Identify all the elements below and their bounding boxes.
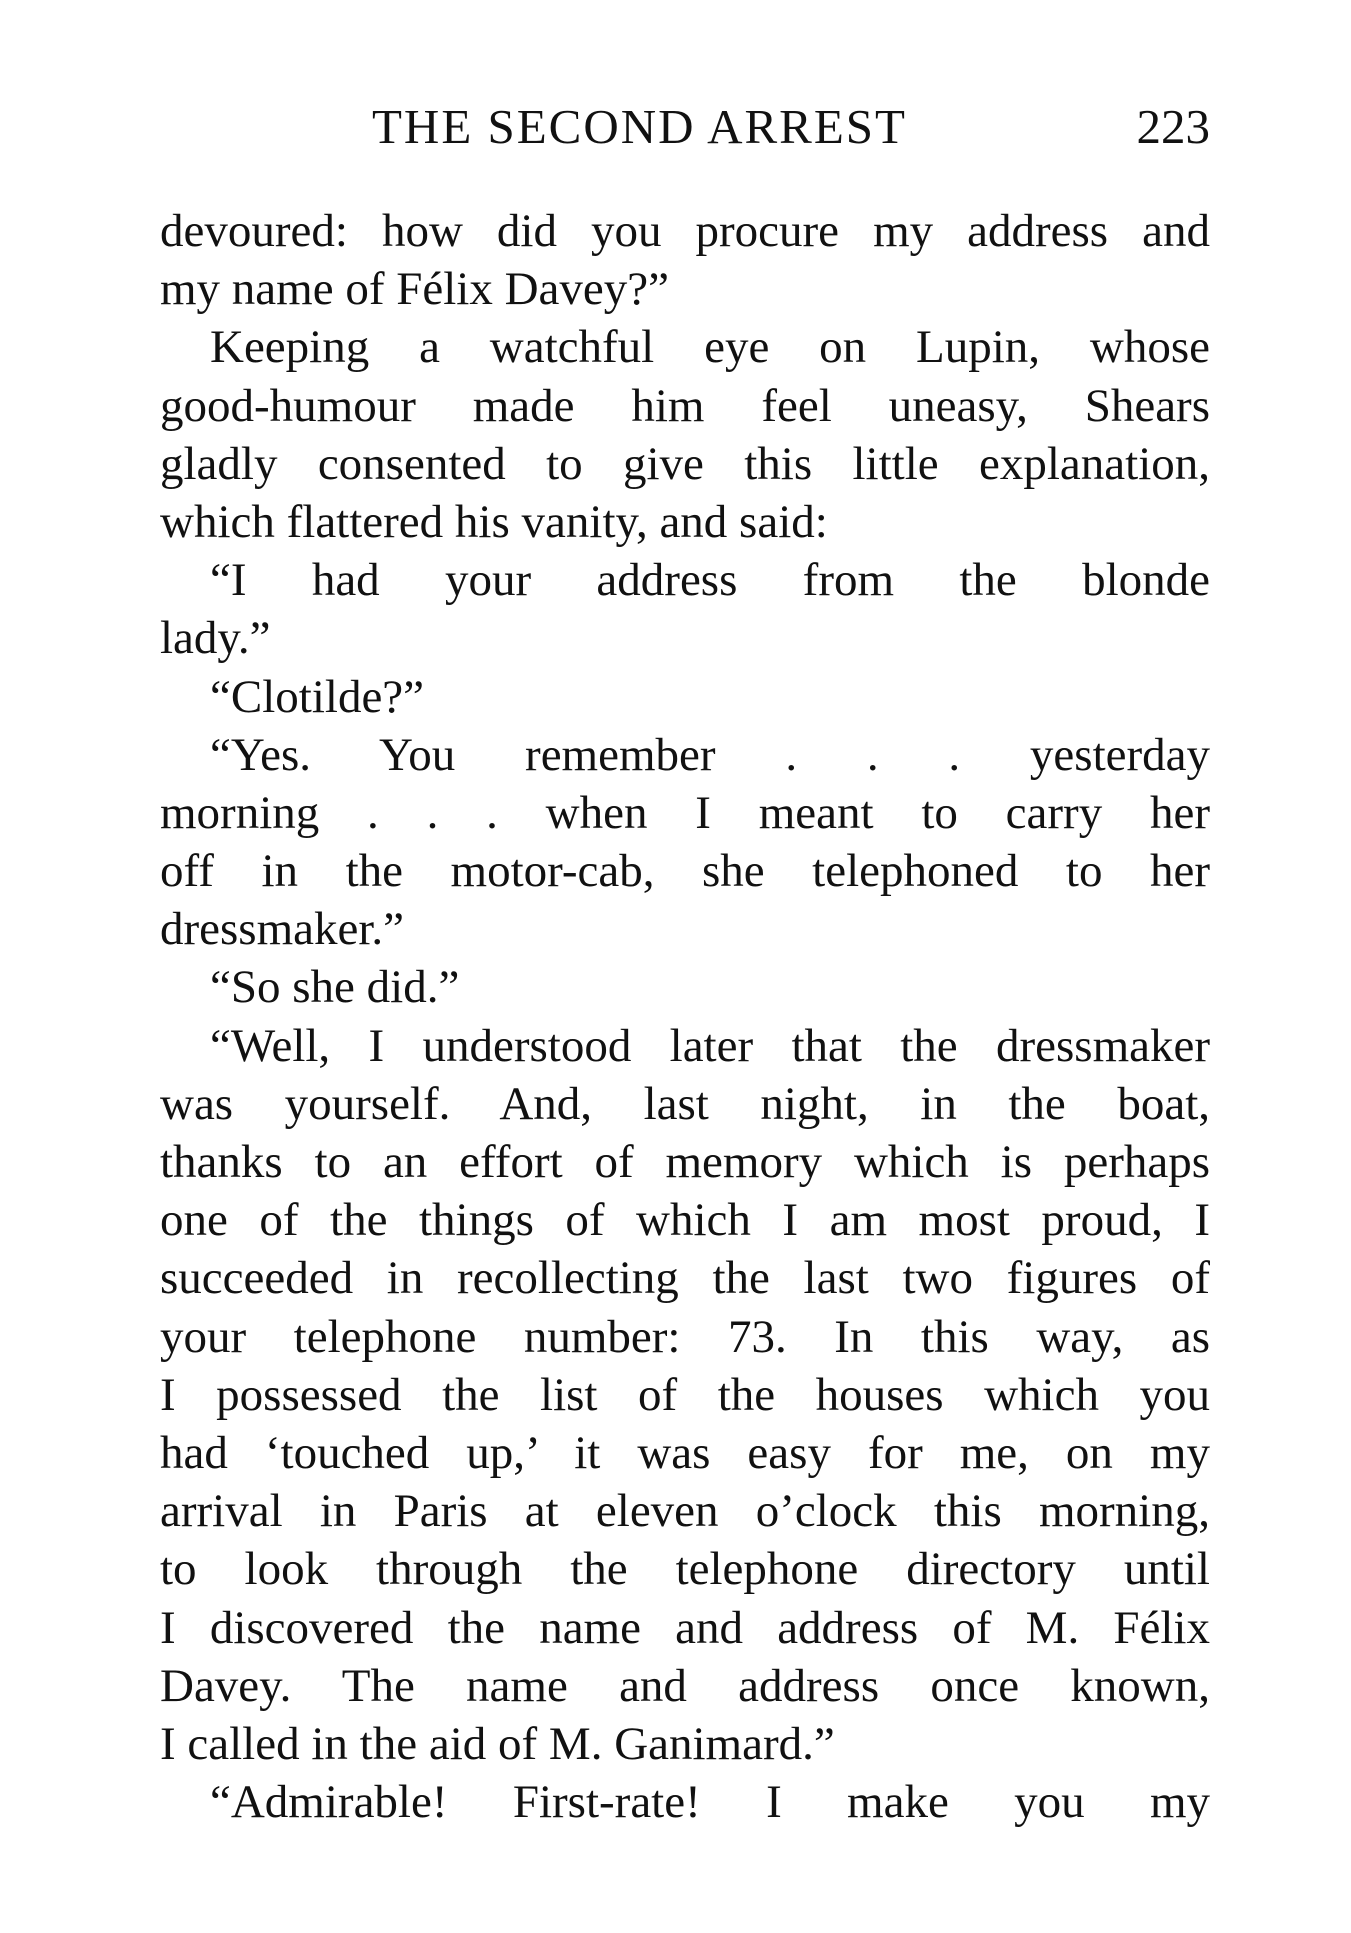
text-line: was yourself. And, last night, in the boat, [160, 1077, 1210, 1130]
text-line: “Clotilde?” [210, 670, 425, 723]
body-text [160, 202, 1210, 1831]
text-line: off in the motor-cab, she telephoned to her [160, 845, 1210, 898]
text-line: I discovered the name and address of M. Félix [160, 1601, 1210, 1654]
text-line: my name of Félix Davey?” [160, 263, 669, 316]
text-line: good-humour made him feel uneasy, Shears [160, 379, 1210, 432]
text-line: I called in the aid of M. Ganimard.” [160, 1717, 835, 1770]
chapter-title: THE SECOND ARREST [372, 99, 907, 154]
text-line: I possessed the list of the houses which you [160, 1368, 1210, 1421]
text-line: dressmaker.” [160, 903, 405, 956]
text-line: “Well, I understood later that the dressmaker [210, 1019, 1210, 1072]
text-line: Davey. The name and address once known, [160, 1659, 1210, 1712]
text-line: lady.” [160, 612, 271, 665]
text-line: arrival in Paris at eleven o’clock this morning, [160, 1485, 1210, 1538]
running-head [160, 92, 1210, 162]
text-line: “I had your address from the blonde [210, 554, 1210, 607]
text-line: succeeded in recollecting the last two figures of [160, 1252, 1210, 1305]
text-line: one of the things of which I am most proud, I [160, 1194, 1210, 1247]
text-line: “Admirable! First-rate! I make you my [210, 1776, 1210, 1829]
text-line: “Yes. You remember . . . yesterday [210, 728, 1210, 781]
text-line: had ‘touched up,’ it was easy for me, on my [160, 1426, 1210, 1479]
text-line: morning . . . when I meant to carry her [160, 786, 1210, 839]
page-number: 223 [1136, 99, 1210, 154]
text-line: to look through the telephone directory until [160, 1543, 1210, 1596]
text-line: which flattered his vanity, and said: [160, 495, 828, 548]
text-line: devoured: how did you procure my address and [160, 205, 1210, 257]
text-line: gladly consented to give this little explanation, [160, 437, 1210, 490]
text-line: your telephone number: 73. In this way, as [160, 1310, 1210, 1363]
text-line: Keeping a watchful eye on Lupin, whose [210, 321, 1210, 374]
text-line: “So she did.” [210, 961, 460, 1014]
text-line: thanks to an effort of memory which is perhaps [160, 1136, 1210, 1188]
